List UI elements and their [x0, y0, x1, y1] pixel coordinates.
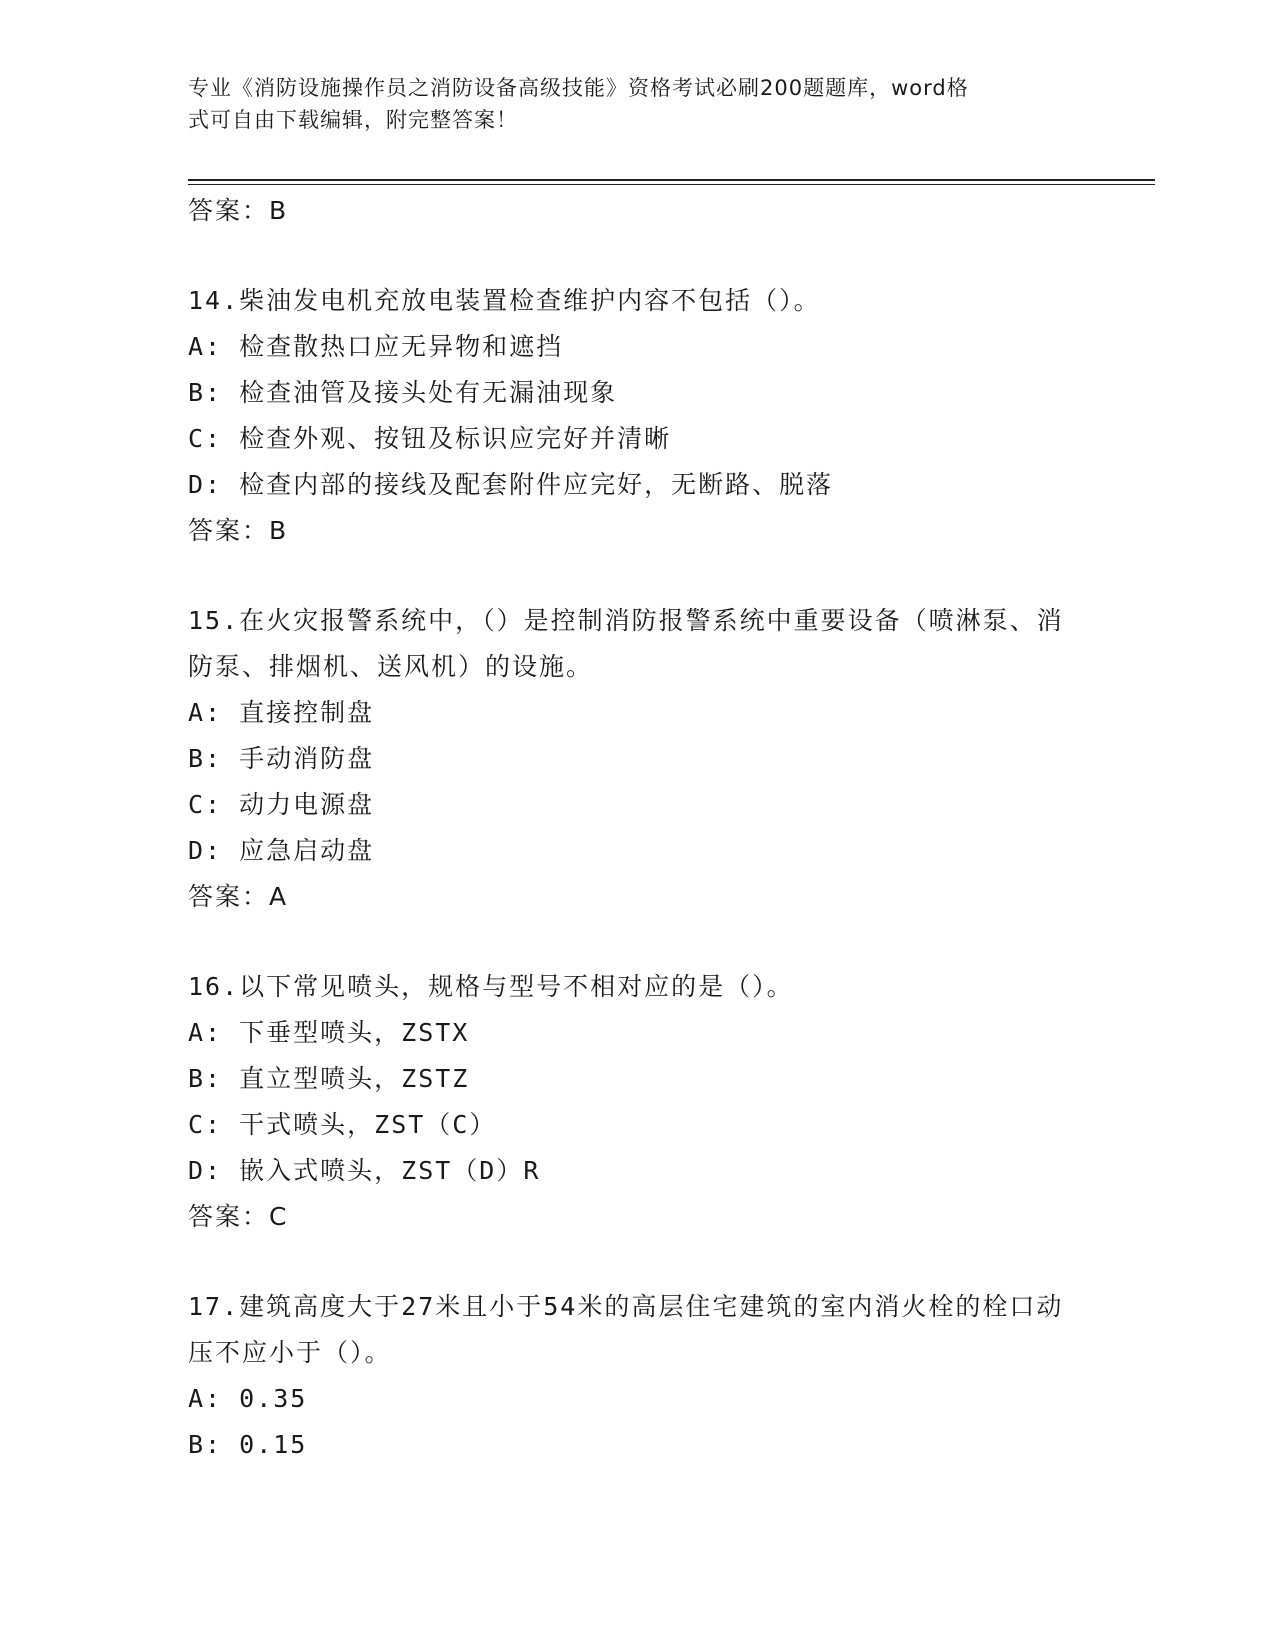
- page-header: [188, 72, 1068, 136]
- answer-label: 答案：: [188, 882, 270, 911]
- answer-line: [188, 508, 1088, 554]
- question-16: [188, 964, 1088, 1240]
- option-c: C: 干式喷头，ZST（C）: [188, 1110, 497, 1139]
- option-b: B: 0.15: [188, 1430, 308, 1459]
- header-line-2: 式可自由下载编辑，附完整答案！: [188, 108, 518, 132]
- option-a: A: 直接控制盘: [188, 698, 375, 727]
- question-15: [188, 598, 1088, 920]
- answer-label: 答案：: [188, 1202, 270, 1231]
- question-stem: 17.建筑高度大于27米且小于54米的高层住宅建筑的室内消火栓的栓口动压不应小于（）。: [188, 1292, 1064, 1367]
- option-d: D: 嵌入式喷头，ZST（D）R: [188, 1156, 541, 1185]
- answer-line: [188, 874, 1088, 920]
- option-b: B: 手动消防盘: [188, 744, 375, 773]
- answer-label: 答案：: [188, 196, 270, 225]
- option-b: B: 直立型喷头，ZSTZ: [188, 1064, 470, 1093]
- option-d: D: 应急启动盘: [188, 836, 375, 865]
- question-stem: 16.以下常见喷头，规格与型号不相对应的是（）。: [188, 972, 794, 1001]
- answer-line: [188, 188, 1088, 234]
- question-stem: 15.在火灾报警系统中，（）是控制消防报警系统中重要设备（喷淋泵、消防泵、排烟机、送风机）的设施。: [188, 606, 1064, 681]
- option-b: B: 检查油管及接头处有无漏油现象: [188, 378, 618, 407]
- option-a: A: 检查散热口应无异物和遮挡: [188, 332, 564, 361]
- option-c: C: 动力电源盘: [188, 790, 375, 819]
- question-17: [188, 1284, 1088, 1468]
- question-14: [188, 278, 1088, 554]
- answer-value: B: [269, 516, 288, 545]
- header-rule-thin: [188, 184, 1155, 185]
- answer-value: A: [269, 882, 288, 911]
- option-d: D: 检查内部的接线及配套附件应完好，无断路、脱落: [188, 470, 834, 499]
- option-c: C: 检查外观、按钮及标识应完好并清晰: [188, 424, 672, 453]
- answer-line: [188, 1194, 1088, 1240]
- question-stem: 14.柴油发电机充放电装置检查维护内容不包括（）。: [188, 286, 821, 315]
- option-a: A: 下垂型喷头，ZSTX: [188, 1018, 470, 1047]
- answer-label: 答案：: [188, 516, 270, 545]
- header-line-1: 专业《消防设施操作员之消防设备高级技能》资格考试必刷200题题库，word格: [188, 76, 969, 100]
- option-a: A: 0.35: [188, 1384, 308, 1413]
- question-list: [188, 188, 1088, 1468]
- header-rule-thick: [188, 179, 1155, 181]
- answer-value: C: [269, 1202, 288, 1231]
- answer-value: B: [269, 196, 288, 225]
